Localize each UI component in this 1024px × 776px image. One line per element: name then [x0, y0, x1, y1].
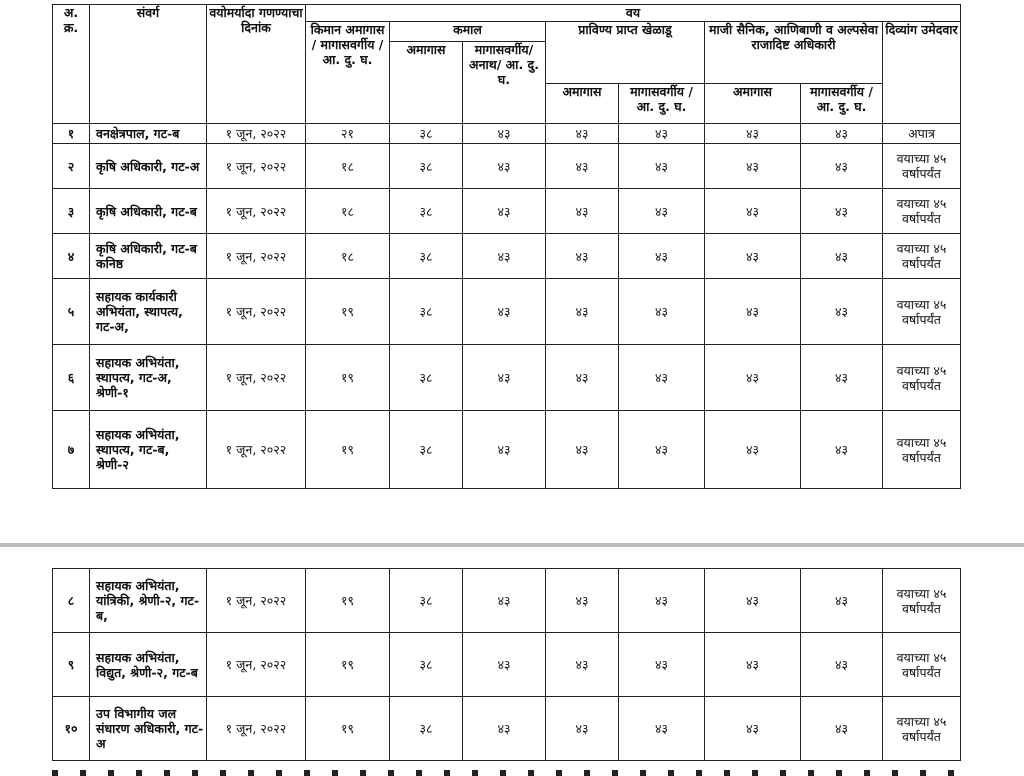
- divyang-cell: वयाच्या ४५ वर्षापर्यंत: [883, 697, 961, 761]
- header-sports-open: अमागास: [546, 84, 619, 124]
- table-row: [53, 279, 961, 345]
- sports-reserved-cell: ४३: [619, 279, 705, 345]
- serial-cell: ६: [53, 345, 90, 411]
- cadre-cell: कृषि अधिकारी, गट-ब कनिष्ठ: [90, 234, 207, 279]
- exserv-reserved-cell: ४३: [801, 189, 883, 234]
- date-cell: १ जून, २०२२: [207, 697, 306, 761]
- cadre-cell: सहायक अभियंता, स्थापत्य, गट-ब, श्रेणी-२: [90, 411, 207, 489]
- max-reserved-cell: ४३: [463, 345, 546, 411]
- exserv-reserved-cell: ४३: [801, 144, 883, 189]
- divyang-cell: अपात्र: [883, 124, 961, 144]
- max-open-cell: ३८: [390, 189, 463, 234]
- max-reserved-cell: ४३: [463, 144, 546, 189]
- exserv-open-cell: ४३: [705, 697, 801, 761]
- max-reserved-cell: ४३: [463, 124, 546, 144]
- cadre-cell: उप विभागीय जल संधारण अधिकारी, गट-अ: [90, 697, 207, 761]
- date-cell: १ जून, २०२२: [207, 569, 306, 633]
- header-date: वयोमर्यादा गणण्याचा दिनांक: [207, 5, 306, 124]
- page-break: [0, 498, 1024, 566]
- max-reserved-cell: ४३: [463, 569, 546, 633]
- exserv-reserved-cell: ४३: [801, 234, 883, 279]
- table-row: [53, 569, 961, 633]
- max-open-cell: ३८: [390, 697, 463, 761]
- max-open-cell: ३८: [390, 144, 463, 189]
- header-sports-reserved: मागासवर्गीय / आ. दु. घ.: [619, 84, 705, 124]
- table-row: [53, 411, 961, 489]
- min-age-cell: १९: [306, 633, 390, 697]
- date-cell: १ जून, २०२२: [207, 633, 306, 697]
- table-body-2: [53, 569, 961, 761]
- sports-open-cell: ४३: [546, 189, 619, 234]
- cadre-cell: कृषि अधिकारी, गट-ब: [90, 189, 207, 234]
- page-divider: [0, 543, 1024, 547]
- date-cell: १ जून, २०२२: [207, 234, 306, 279]
- max-open-cell: ३८: [390, 633, 463, 697]
- sports-open-cell: ४३: [546, 569, 619, 633]
- table-row: [53, 234, 961, 279]
- divyang-cell: वयाच्या ४५ वर्षापर्यंत: [883, 144, 961, 189]
- cadre-cell: कृषि अधिकारी, गट-अ: [90, 144, 207, 189]
- serial-cell: ८: [53, 569, 90, 633]
- sports-open-cell: ४३: [546, 411, 619, 489]
- max-open-cell: ३८: [390, 569, 463, 633]
- table-row: [53, 124, 961, 144]
- min-age-cell: १९: [306, 697, 390, 761]
- table-row: [53, 633, 961, 697]
- divyang-cell: वयाच्या ४५ वर्षापर्यंत: [883, 189, 961, 234]
- sports-open-cell: ४३: [546, 697, 619, 761]
- exserv-reserved-cell: ४३: [801, 569, 883, 633]
- exserv-open-cell: ४३: [705, 279, 801, 345]
- exserv-open-cell: ४३: [705, 345, 801, 411]
- header-sports: प्राविण्य प्राप्त खेळाडू: [546, 22, 705, 84]
- header-exserv-reserved: मागासवर्गीय / आ. दु. घ.: [801, 84, 883, 124]
- table-row: [53, 697, 961, 761]
- cadre-cell: सहायक अभियंता, स्थापत्य, गट-अ, श्रेणी-१: [90, 345, 207, 411]
- exserv-open-cell: ४३: [705, 569, 801, 633]
- min-age-cell: १८: [306, 234, 390, 279]
- divyang-cell: वयाच्या ४५ वर्षापर्यंत: [883, 633, 961, 697]
- sports-reserved-cell: ४३: [619, 189, 705, 234]
- sports-reserved-cell: ४३: [619, 345, 705, 411]
- date-cell: १ जून, २०२२: [207, 411, 306, 489]
- cut-off-text-edge: [52, 770, 960, 776]
- serial-cell: ९: [53, 633, 90, 697]
- max-reserved-cell: ४३: [463, 189, 546, 234]
- header-max-reserved: मागासवर्गीय/ अनाथ/ आ. दु. घ.: [463, 42, 546, 124]
- divyang-cell: वयाच्या ४५ वर्षापर्यंत: [883, 279, 961, 345]
- sports-reserved-cell: ४३: [619, 633, 705, 697]
- header-max-open: अमागास: [390, 42, 463, 124]
- sports-reserved-cell: ४३: [619, 124, 705, 144]
- serial-cell: ४: [53, 234, 90, 279]
- max-reserved-cell: ४३: [463, 633, 546, 697]
- cadre-cell: वनक्षेत्रपाल, गट-ब: [90, 124, 207, 144]
- exserv-reserved-cell: ४३: [801, 124, 883, 144]
- exserv-open-cell: ४३: [705, 633, 801, 697]
- max-open-cell: ३८: [390, 279, 463, 345]
- table-body-1: [53, 124, 961, 489]
- age-limit-table-part-1: [52, 4, 961, 489]
- cadre-cell: सहायक कार्यकारी अभियंता, स्थापत्य, गट-अ,: [90, 279, 207, 345]
- exserv-reserved-cell: ४३: [801, 279, 883, 345]
- serial-cell: ३: [53, 189, 90, 234]
- max-open-cell: ३८: [390, 234, 463, 279]
- sports-open-cell: ४३: [546, 279, 619, 345]
- serial-cell: १०: [53, 697, 90, 761]
- sports-open-cell: ४३: [546, 234, 619, 279]
- divyang-cell: वयाच्या ४५ वर्षापर्यंत: [883, 345, 961, 411]
- header-max: कमाल: [390, 22, 546, 42]
- divyang-cell: वयाच्या ४५ वर्षापर्यंत: [883, 411, 961, 489]
- date-cell: १ जून, २०२२: [207, 144, 306, 189]
- max-reserved-cell: ४३: [463, 234, 546, 279]
- cadre-cell: सहायक अभियंता, विद्युत, श्रेणी-२, गट-ब: [90, 633, 207, 697]
- min-age-cell: १९: [306, 345, 390, 411]
- sports-open-cell: ४३: [546, 633, 619, 697]
- date-cell: १ जून, २०२२: [207, 189, 306, 234]
- age-limit-table-part-2: [52, 568, 961, 761]
- min-age-cell: १८: [306, 189, 390, 234]
- table-row: [53, 345, 961, 411]
- exserv-open-cell: ४३: [705, 124, 801, 144]
- serial-cell: ५: [53, 279, 90, 345]
- min-age-cell: २१: [306, 124, 390, 144]
- serial-cell: ७: [53, 411, 90, 489]
- sports-reserved-cell: ४३: [619, 697, 705, 761]
- header-cadre: संवर्ग: [90, 5, 207, 124]
- cadre-cell: सहायक अभियंता, यांत्रिकी, श्रेणी-२, गट-ब,: [90, 569, 207, 633]
- sports-open-cell: ४३: [546, 124, 619, 144]
- sports-reserved-cell: ४३: [619, 411, 705, 489]
- min-age-cell: १८: [306, 144, 390, 189]
- sports-open-cell: ४३: [546, 144, 619, 189]
- max-open-cell: ३८: [390, 124, 463, 144]
- max-open-cell: ३८: [390, 345, 463, 411]
- header-age: वय: [306, 5, 961, 22]
- exserv-reserved-cell: ४३: [801, 345, 883, 411]
- sports-reserved-cell: ४३: [619, 234, 705, 279]
- exserv-open-cell: ४३: [705, 189, 801, 234]
- table-row: [53, 144, 961, 189]
- date-cell: १ जून, २०२२: [207, 124, 306, 144]
- exserv-open-cell: ४३: [705, 411, 801, 489]
- exserv-reserved-cell: ४३: [801, 411, 883, 489]
- header-divyang: दिव्यांग उमेदवार: [883, 22, 961, 124]
- header-exserv-open: अमागास: [705, 84, 801, 124]
- exserv-open-cell: ४३: [705, 234, 801, 279]
- min-age-cell: १९: [306, 569, 390, 633]
- exserv-open-cell: ४३: [705, 144, 801, 189]
- header-ex-servicemen: माजी सैनिक, आणिबाणी व अल्पसेवा राजादिष्ट अधिकारी: [705, 22, 883, 84]
- header-min-age: किमान अमागास / मागासवर्गीय / आ. दु. घ.: [306, 22, 390, 124]
- header-serial: अ. क्र.: [53, 5, 90, 124]
- exserv-reserved-cell: ४३: [801, 633, 883, 697]
- max-open-cell: ३८: [390, 411, 463, 489]
- sports-open-cell: ४३: [546, 345, 619, 411]
- serial-cell: २: [53, 144, 90, 189]
- divyang-cell: वयाच्या ४५ वर्षापर्यंत: [883, 234, 961, 279]
- date-cell: १ जून, २०२२: [207, 345, 306, 411]
- date-cell: १ जून, २०२२: [207, 279, 306, 345]
- min-age-cell: १९: [306, 279, 390, 345]
- max-reserved-cell: ४३: [463, 697, 546, 761]
- sports-reserved-cell: ४३: [619, 569, 705, 633]
- max-reserved-cell: ४३: [463, 411, 546, 489]
- divyang-cell: वयाच्या ४५ वर्षापर्यंत: [883, 569, 961, 633]
- min-age-cell: १९: [306, 411, 390, 489]
- exserv-reserved-cell: ४३: [801, 697, 883, 761]
- serial-cell: १: [53, 124, 90, 144]
- sports-reserved-cell: ४३: [619, 144, 705, 189]
- max-reserved-cell: ४३: [463, 279, 546, 345]
- table-row: [53, 189, 961, 234]
